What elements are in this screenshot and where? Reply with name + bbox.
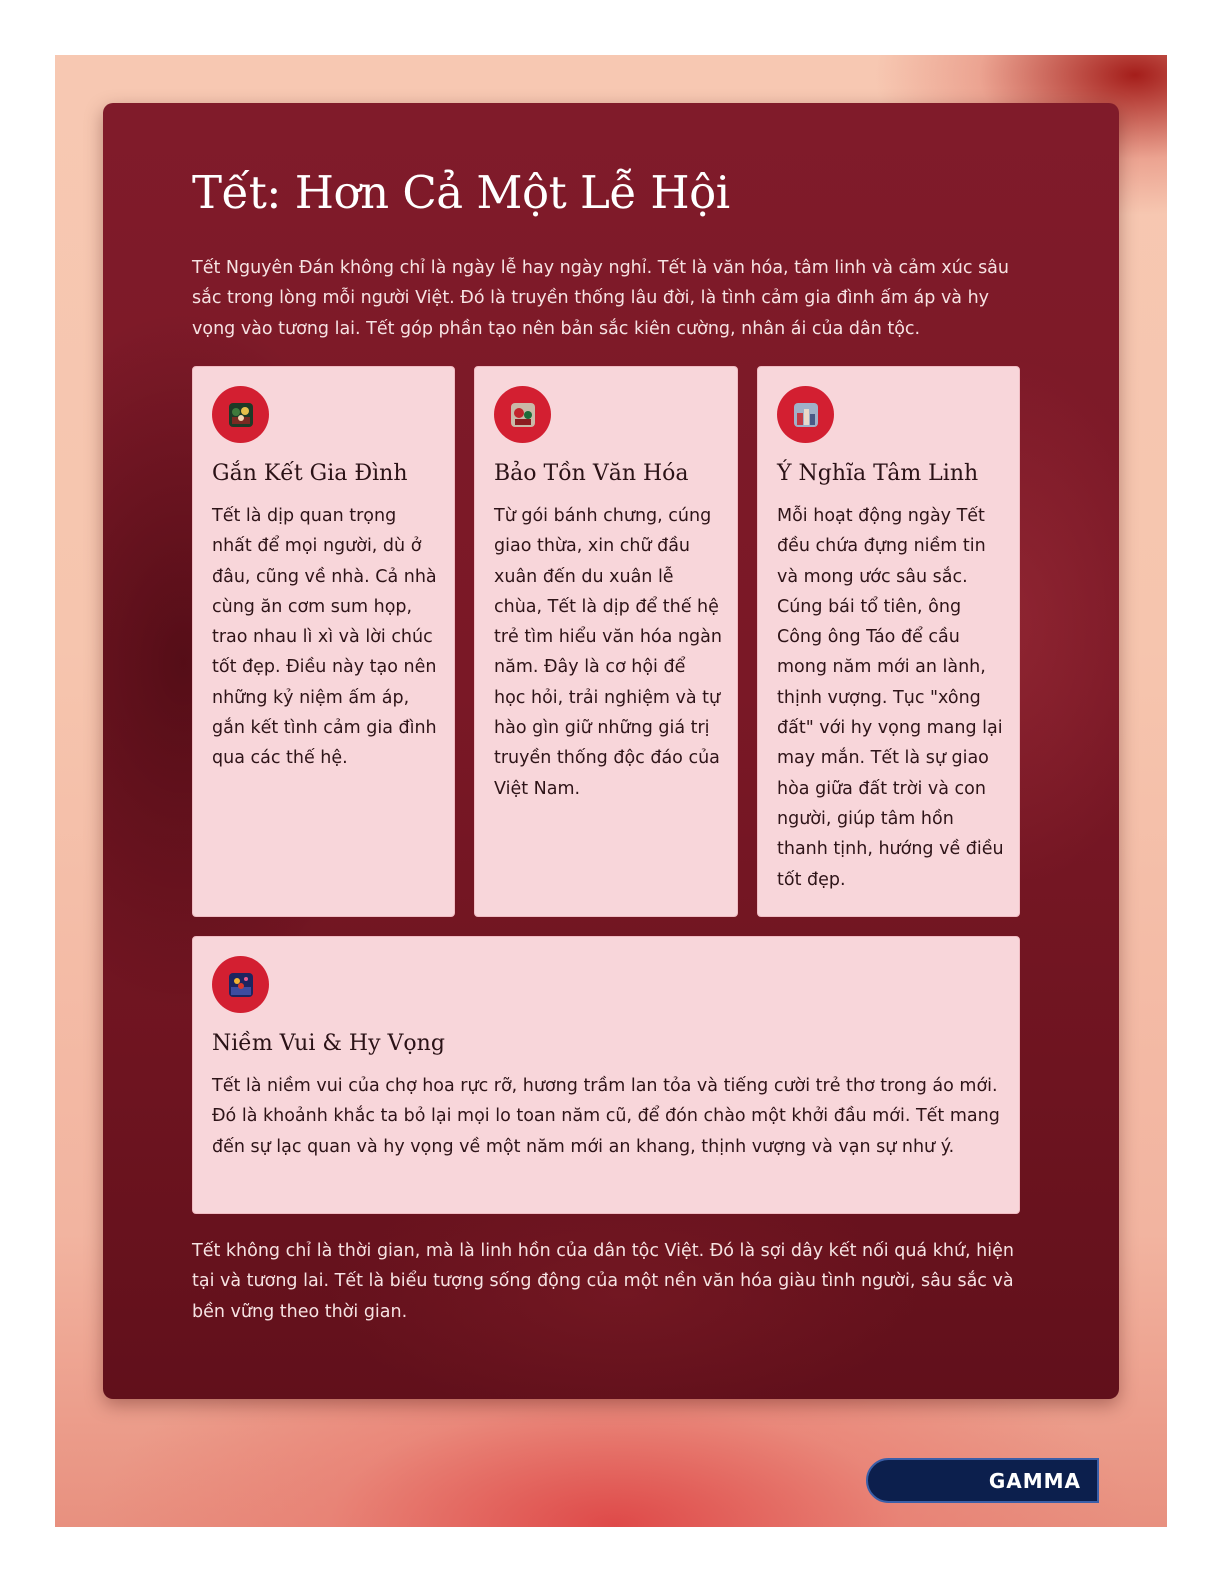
page-background bbox=[55, 55, 1167, 1527]
gamma-badge[interactable] bbox=[866, 1458, 1099, 1503]
card-heading: Niềm Vui & Hy Vọng bbox=[212, 1031, 445, 1056]
spiritual-photo-icon bbox=[777, 386, 834, 443]
card-culture bbox=[474, 366, 738, 917]
page-title: Tết: Hơn Cả Một Lễ Hội bbox=[192, 166, 730, 219]
card-body: Từ gói bánh chưng, cúng giao thừa, xin chữ đầu xuân đến du xuân lễ chùa, Tết là dịp để thế hệ trẻ tìm hiểu văn hóa ngàn năm. Đây là cơ hội để học hỏi, trải nghiệm và tự hào gìn giữ những giá trị truyền thống độc đáo của Việt Nam. bbox=[494, 506, 722, 799]
closing-paragraph: Tết không chỉ là thời gian, mà là linh hồn của dân tộc Việt. Đó là sợi dây kết nối quá khứ, hiện tại và tương lai. Tết là biểu tượng sống động của một nền văn hóa giàu tình người, sâu sắc và bền vững theo thời gian. bbox=[192, 1241, 1014, 1322]
card-spiritual bbox=[757, 366, 1020, 917]
card-heading: Bảo Tồn Văn Hóa bbox=[494, 461, 689, 486]
content-panel bbox=[103, 103, 1119, 1399]
card-heading: Ý Nghĩa Tâm Linh bbox=[777, 461, 979, 486]
intro-paragraph: Tết Nguyên Đán không chỉ là ngày lễ hay ngày nghỉ. Tết là văn hóa, tâm linh và cảm xúc sâu sắc trong lòng mỗi người Việt. Đó là truyền thống lâu đời, là tình cảm gia đình ấm áp và hy vọng vào tương lai. Tết góp phần tạo nên bản sắc kiên cường, nhân ái của dân tộc. bbox=[192, 258, 1009, 339]
card-heading: Gắn Kết Gia Đình bbox=[212, 461, 408, 486]
card-body: Tết là niềm vui của chợ hoa rực rỡ, hương trầm lan tỏa và tiếng cười trẻ thơ trong áo mới. Đó là khoảnh khắc ta bỏ lại mọi lo toan năm cũ, để đón chào một khởi đầu mới. Tết mang đến sự lạc quan và hy vọng về một năm mới an khang, thịnh vượng và vạn sự như ý. bbox=[212, 1076, 1000, 1157]
family-photo-icon bbox=[212, 386, 269, 443]
gamma-logo-text: GAMMA bbox=[988, 1468, 1081, 1493]
culture-photo-icon bbox=[494, 386, 551, 443]
joy-photo-icon bbox=[212, 956, 269, 1013]
card-family bbox=[192, 366, 455, 917]
card-body: Tết là dịp quan trọng nhất để mọi người, dù ở đâu, cũng về nhà. Cả nhà cùng ăn cơm sum họp, trao nhau lì xì và lời chúc tốt đẹp. Điều này tạo nên những kỷ niệm ấm áp, gắn kết tình cảm gia đình qua các thế hệ. bbox=[212, 506, 437, 769]
card-joy-hope bbox=[192, 936, 1020, 1214]
card-body: Mỗi hoạt động ngày Tết đều chứa đựng niềm tin và mong ước sâu sắc. Cúng bái tổ tiên, ông Công ông Táo để cầu mong năm mới an lành, thịnh vượng. Tục "xông đất" với hy vọng mang lại may mắn. Tết là sự giao hòa giữa đất trời và con người, giúp tâm hồn thanh tịnh, hướng về điều tốt đẹp. bbox=[777, 506, 1004, 890]
